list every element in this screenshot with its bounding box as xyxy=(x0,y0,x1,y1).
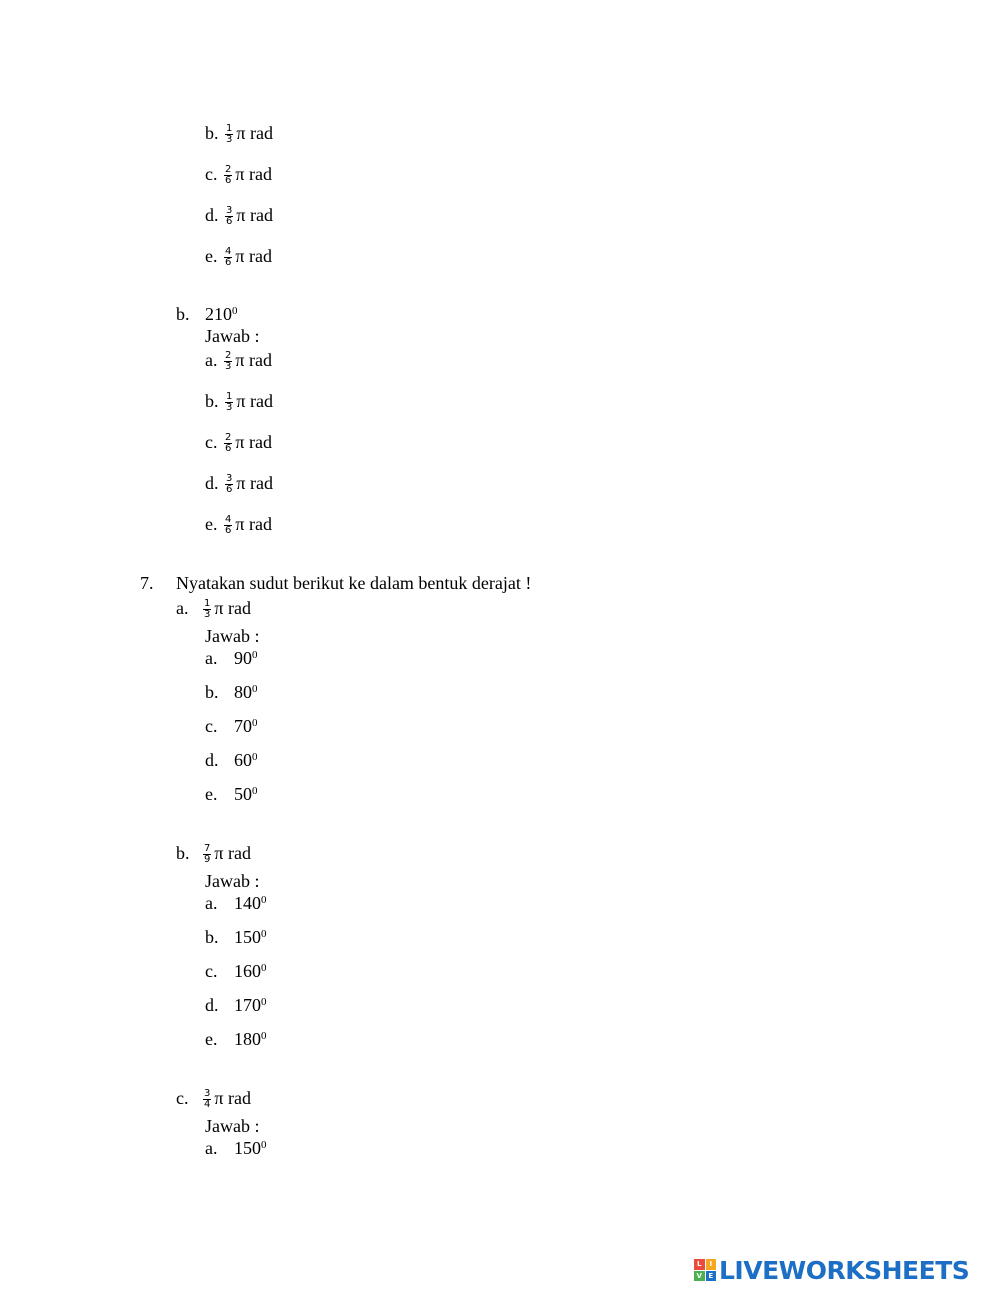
option-c: c. $70^0$ xyxy=(205,716,258,736)
option-d: d. $170^0$ xyxy=(205,995,267,1015)
part-label: c. xyxy=(176,1088,189,1108)
option-a: a. $140^0$ xyxy=(205,893,267,913)
option-d: d. $\frac{3}{6}$ π rad xyxy=(205,473,273,496)
question-number: 7. xyxy=(140,573,154,593)
option-a: a. $\frac{2}{3}$ π rad xyxy=(205,350,272,373)
option-e: e. $\frac{4}{6}$ π rad xyxy=(205,514,272,537)
option-b: b. $\frac{1}{3}$ π rad xyxy=(205,123,273,146)
liveworksheets-logo[interactable] xyxy=(694,1256,969,1284)
logo-mark-e: E xyxy=(706,1271,717,1282)
option-e: e. $\frac{4}{6}$ π rad xyxy=(205,246,272,269)
fraction: $\frac{2}{6}$ xyxy=(225,432,232,455)
part-label: b. xyxy=(176,843,190,863)
option-d: d. $\frac{3}{6}$ π rad xyxy=(205,205,273,228)
part-angle: $\frac{3}{4}$ π rad xyxy=(204,1088,251,1111)
option-b: b. $150^0$ xyxy=(205,927,267,947)
option-c: c. $\frac{2}{6}$ π rad xyxy=(205,164,272,187)
fraction: $\frac{1}{3}$ xyxy=(204,598,211,621)
option-c: c. $\frac{2}{6}$ π rad xyxy=(205,432,272,455)
part-angle: $\frac{7}{9}$ π rad xyxy=(204,843,251,866)
option-a: a. $150^0$ xyxy=(205,1138,267,1158)
fraction: $\frac{4}{6}$ xyxy=(225,514,232,537)
option-c: c. $160^0$ xyxy=(205,961,267,981)
part-angle: $\frac{1}{3}$ π rad xyxy=(204,598,251,621)
jawab-label: Jawab : xyxy=(205,626,260,646)
q6b-label: b. xyxy=(176,304,190,324)
jawab-label: Jawab : xyxy=(205,871,260,891)
fraction: $\frac{3}{4}$ xyxy=(204,1088,211,1111)
option-e: e. $180^0$ xyxy=(205,1029,267,1049)
logo-mark-v: V xyxy=(694,1271,705,1282)
fraction: $\frac{7}{9}$ xyxy=(204,843,211,866)
option-b: b. $\frac{1}{3}$ π rad xyxy=(205,391,273,414)
logo-mark-icon xyxy=(694,1259,716,1281)
part-label: a. xyxy=(176,598,189,618)
option-d: d. $60^0$ xyxy=(205,750,258,770)
fraction: $\frac{1}{3}$ xyxy=(226,391,233,414)
option-b: b. $80^0$ xyxy=(205,682,258,702)
logo-mark-i: I xyxy=(706,1259,717,1270)
option-e: e. $50^0$ xyxy=(205,784,258,804)
option-a: a. $90^0$ xyxy=(205,648,258,668)
fraction: $\frac{2}{3}$ xyxy=(225,350,232,373)
jawab-label: Jawab : xyxy=(205,326,260,346)
q6b-value: $210^0$ xyxy=(205,304,238,324)
fraction: $\frac{2}{6}$ xyxy=(225,164,232,187)
logo-mark-l: L xyxy=(694,1259,705,1270)
logo-text: LIVEWORKSHEETS xyxy=(719,1255,970,1285)
question-text: Nyatakan sudut berikut ke dalam bentuk derajat ! xyxy=(176,573,532,593)
fraction: $\frac{3}{6}$ xyxy=(226,473,233,496)
fraction: $\frac{4}{6}$ xyxy=(225,246,232,269)
jawab-label: Jawab : xyxy=(205,1116,260,1136)
fraction: $\frac{1}{3}$ xyxy=(226,123,233,146)
fraction: $\frac{3}{6}$ xyxy=(226,205,233,228)
